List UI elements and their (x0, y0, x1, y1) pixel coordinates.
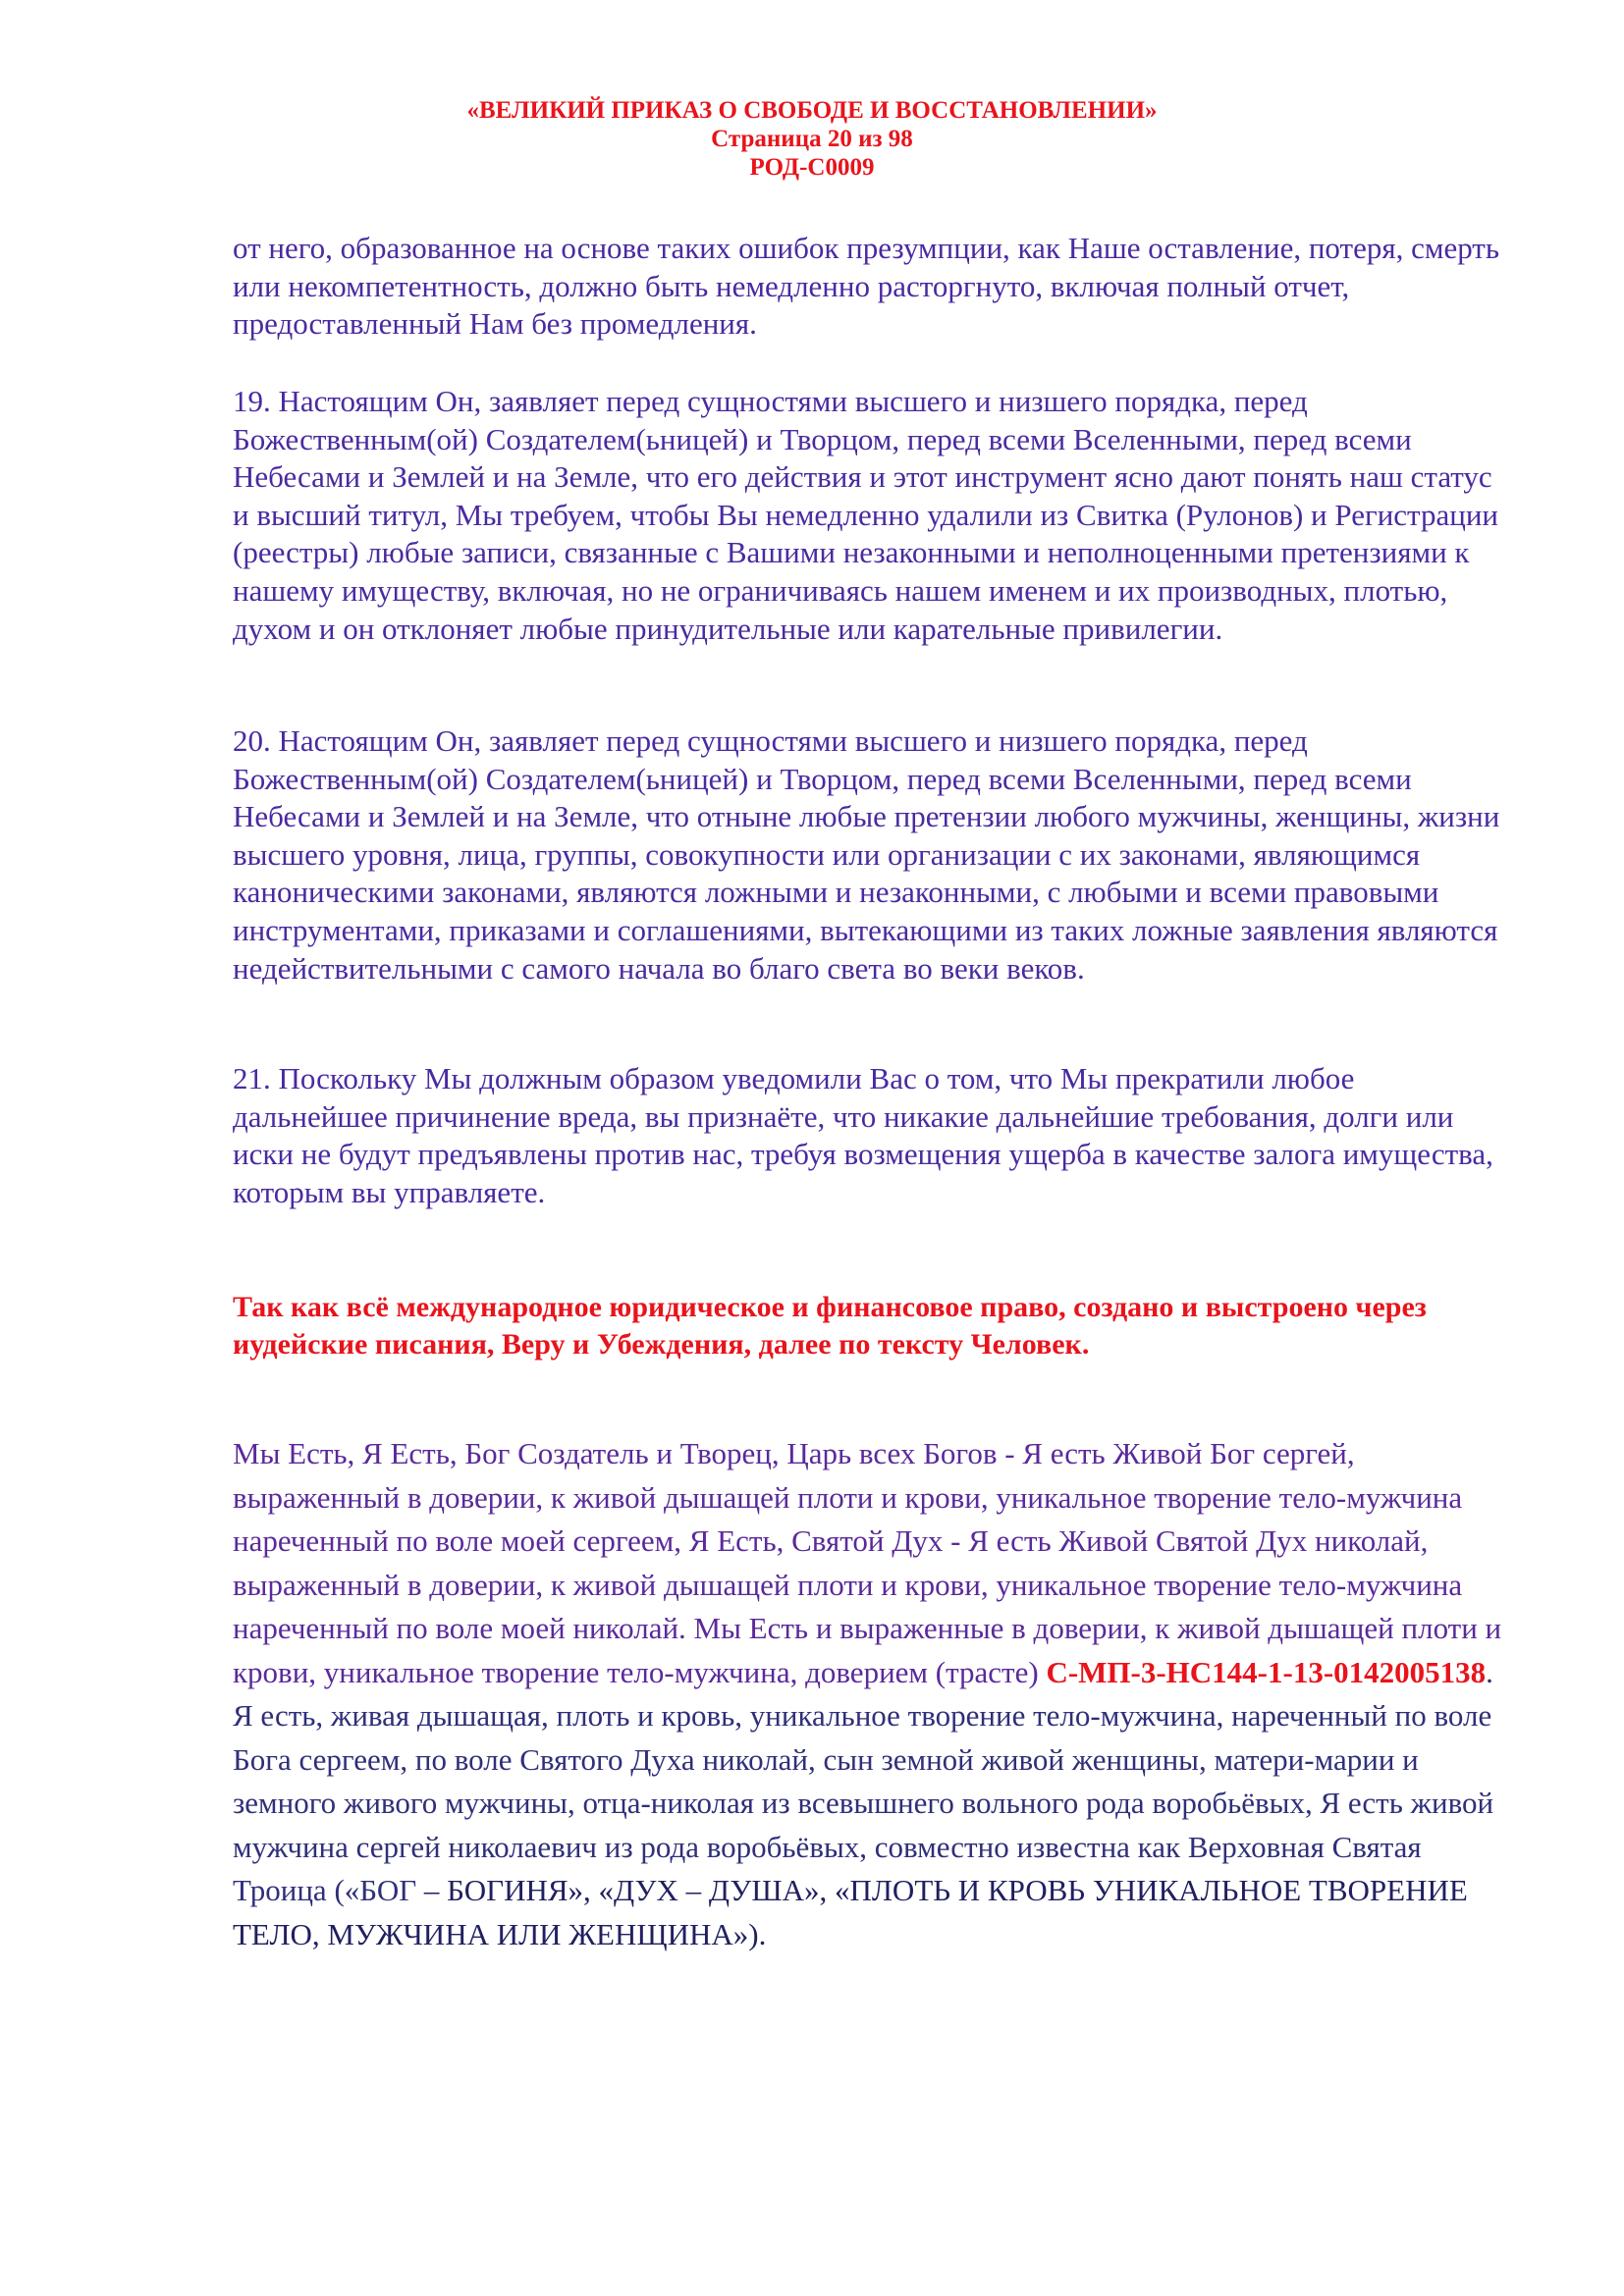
document-title: «ВЕЛИКИЙ ПРИКАЗ О СВОБОДЕ И ВОССТАНОВЛЕНИИ» (466, 97, 1158, 124)
paragraph-continuation (233, 230, 1509, 344)
paragraph-text: от него, образованное на основе таких ошибок презумпции, как Наше оставление, потеря, смерть или некомпетентность, должно быть немедленно расторгнуто, включая полный отчет, предоставленный Нам без промедления. (233, 231, 1499, 342)
document-code: РОД-С0009 (749, 154, 875, 181)
trust-code: С-МП-3-НС144-1-13-0142005138 (1046, 1654, 1487, 1689)
paragraph-21 (233, 1060, 1509, 1211)
document-header (0, 96, 1624, 182)
declaration-text-part-2: . Я есть, живая дышащая, плоть и кровь, уникальное творение тело-мужчина, нареченный по воле Бога сергеем, по воле Святого Духа николай, сын земной живой женщины, матери-марии и земного живого мужчины, отца-николая из всевышнего вольного рода воробьёвых, Я есть живой мужчина сергей николаевич из рода воробьёвых, совместно известна как Верховная Святая Троица («БОГ (233, 1654, 1494, 1907)
declaration-text-part-3: – БОГИНЯ», «ДУХ – ДУША», «ПЛОТЬ И КРОВЬ УНИКАЛЬНОЕ ТВОРЕНИЕ ТЕЛО, МУЖЧИНА ИЛИ ЖЕНЩИНА»). (233, 1873, 1468, 1951)
page-number-label: Страница 20 из 98 (711, 126, 913, 152)
paragraph-19 (233, 383, 1509, 648)
paragraph-text: 20. Настоящим Он, заявляет перед сущностями высшего и низшего порядка, перед Божественным(ой) Создателем(ьницей) и Творцом, перед всеми Вселенными, перед всеми Небесами и Землей и на Земле, что отныне любые претензии любого мужчины, женщины, жизни высшего уровня, лица, группы, совокупности или организации с их законами, являющимся каноническими законами, являются ложными и незаконными, с любыми и всеми правовыми инструментами, приказами и соглашениями, вытекающими из таких ложные заявления являются недействительными с самого начала во благо света во веки веков. (233, 723, 1500, 986)
paragraph-text: 19. Настоящим Он, заявляет перед сущностями высшего и низшего порядка, перед Божественным(ой) Создателем(ьницей) и Творцом, перед всеми Вселенными, перед всеми Небесами и Землей и на Земле, что его действия и этот инструмент ясно дают понять наш статус и высший титул, Мы требуем, чтобы Вы немедленно удалили из Свитка (Рулонов) и Регистрации (реестры) любые записи, связанные с Вашими незаконными и неполноценными претензиями к нашему имуществу, включая, но не ограничиваясь нашем именем и их производных, плотью, духом и он отклоняет любые принудительные или карательные привилегии. (233, 384, 1498, 646)
declaration-paragraph (233, 1432, 1509, 1956)
paragraph-text: 21. Поскольку Мы должным образом уведомили Вас о том, что Мы прекратили любое дальнейшее причинение вреда, вы признаёте, что никакие дальнейшие требования, долги или иски не будут предъявлены против нас, требуя возмещения ущерба в качестве залога имущества, которым вы управляете. (233, 1061, 1493, 1209)
paragraph-20 (233, 722, 1509, 988)
declaration-text-part-1: Мы Есть, Я Есть, Бог Создатель и Творец, Царь всех Богов - Я есть Живой Бог сергей, выраженный в доверии, к живой дышащей плоти и крови, уникальное творение тело-мужчина нареченный по воле моей сергеем, Я Есть, Святой Дух - Я есть Живой Святой Дух николай, выраженный в доверии, к живой дышащей плоти и крови, уникальное творение тело-мужчина нареченный по воле моей николай. Мы Есть и выраженные в доверии, к живой дышащей плоти и крови, уникальное творение тело-мужчина, доверием (трасте) (233, 1436, 1502, 1689)
notice-statement: Так как всё международное юридическое и финансовое право, создано и выстроено через иудейские писания, Веру и Убеждения, далее по тексту Человек. (233, 1291, 1427, 1361)
